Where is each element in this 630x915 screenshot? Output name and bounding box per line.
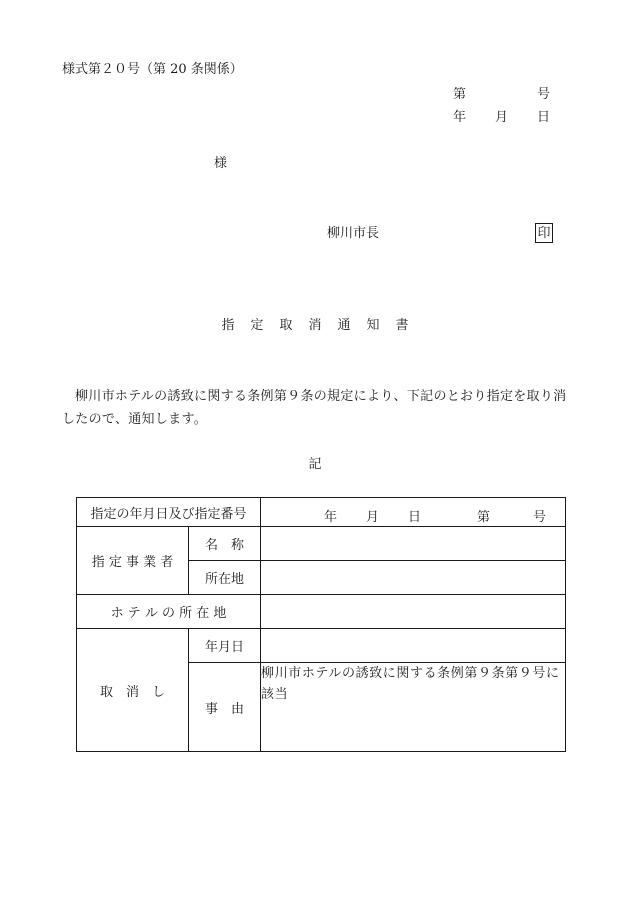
form-number: 様式第２０号（第 20 条関係） xyxy=(62,62,243,77)
body-text: 柳川市ホテルの誘致に関する条例第９条の規定により、下記のとおり指定を取り消したので、通知します。 xyxy=(62,389,567,427)
document-title-char: 知 xyxy=(366,318,380,333)
table-row xyxy=(77,498,566,527)
designation-year: 年 xyxy=(324,510,338,525)
issuer-name: 柳川市長 xyxy=(327,226,380,241)
designation-value-cell xyxy=(261,498,566,527)
table-row xyxy=(77,629,566,663)
operator-name-value xyxy=(261,527,566,561)
operator-address-label: 所在地 xyxy=(189,561,261,595)
cancel-reason-label: 事 由 xyxy=(189,663,261,752)
operator-label: 指 定 事 業 者 xyxy=(77,527,189,595)
designation-number-prefix: 第 xyxy=(477,510,491,525)
issue-date-day: 日 xyxy=(537,110,551,125)
document-title xyxy=(0,319,630,332)
table-row xyxy=(77,527,566,561)
detail-table xyxy=(76,497,566,752)
document-title-char: 書 xyxy=(395,318,409,333)
cancel-date-value xyxy=(261,629,566,663)
designation-number-suffix: 号 xyxy=(533,510,547,525)
document-number-suffix: 号 xyxy=(537,87,551,102)
document-title-char: 取 xyxy=(279,318,293,333)
cancel-date-label: 年月日 xyxy=(189,629,261,663)
designation-day: 日 xyxy=(408,510,422,525)
hotel-location-value xyxy=(261,595,566,629)
cancel-label: 取 消 し xyxy=(77,629,189,752)
designation-label: 指定の年月日及び指定番号 xyxy=(77,498,261,527)
operator-address-value xyxy=(261,561,566,595)
designation-month: 月 xyxy=(366,510,380,525)
hotel-location-label: ホ テ ル の 所 在 地 xyxy=(77,595,261,629)
document-title-char: 指 xyxy=(221,318,235,333)
document-number-prefix: 第 xyxy=(453,87,467,102)
issue-date-year: 年 xyxy=(453,110,467,125)
cancel-reason-text: 柳川市ホテルの誘致に関する条例第９条第９号に該当 xyxy=(261,663,566,752)
document-title-char: 消 xyxy=(308,318,322,333)
issue-date-month: 月 xyxy=(495,110,509,125)
operator-name-label: 名 称 xyxy=(189,527,261,561)
recipient-honorific: 様 xyxy=(214,156,228,171)
seal-mark: 印 xyxy=(535,223,553,243)
ki-heading: 記 xyxy=(308,457,322,472)
document-title-char: 通 xyxy=(337,318,351,333)
table-row xyxy=(77,595,566,629)
document-title-char: 定 xyxy=(250,318,264,333)
